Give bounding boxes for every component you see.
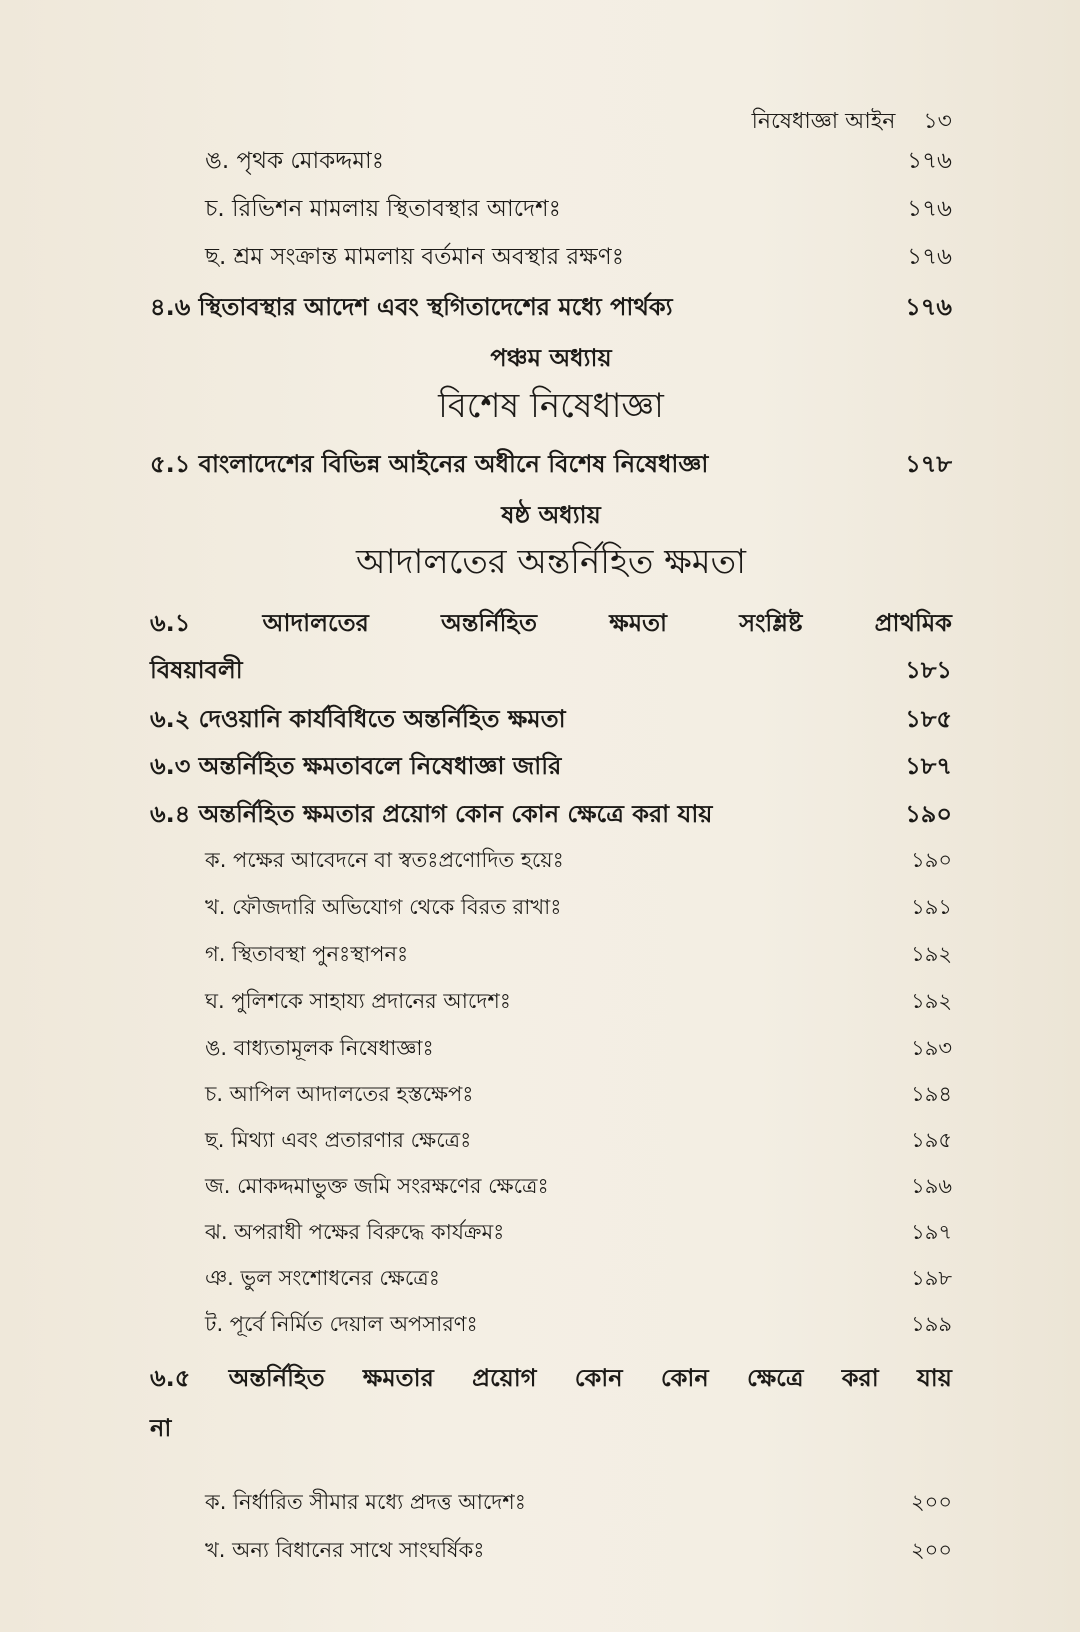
toc-entry-continuation <box>150 656 952 685</box>
entry-text: ঙ. পৃথক মোকদ্দমাঃ <box>205 148 384 174</box>
entry-page: ১৯২ <box>911 989 952 1013</box>
toc-subentry <box>205 1082 952 1107</box>
entry-page: ২০০ <box>911 1490 952 1514</box>
toc-entry <box>150 293 952 322</box>
entry-word: প্রয়োগ <box>472 1364 537 1392</box>
running-header <box>752 104 952 141</box>
entry-text: ছ. মিথ্যা এবং প্রতারণার ক্ষেত্রেঃ <box>205 1128 472 1152</box>
entry-word: ক্ষেত্রে <box>747 1364 804 1392</box>
toc-subentry <box>205 1220 952 1245</box>
entry-page: ১৭৬ <box>907 148 952 174</box>
entry-page: ১৯৬ <box>911 1174 952 1198</box>
entry-word: করা <box>841 1364 879 1392</box>
toc-entry <box>150 705 952 734</box>
entry-page: ১৭৬ <box>905 293 952 321</box>
toc-entry <box>150 196 952 224</box>
entry-page: ১৯৮ <box>911 1266 952 1290</box>
toc-subentry <box>205 1036 952 1061</box>
entry-page: ১৯২ <box>911 942 952 966</box>
entry-page: ১৯৪ <box>911 1082 952 1106</box>
entry-text: ৫.১ বাংলাদেশের বিভিন্ন আইনের অধীনে বিশেষ নিষেধাজ্ঞা <box>150 450 709 478</box>
toc-subentry <box>205 895 952 920</box>
entry-text: ছ. শ্রম সংক্রান্ত মামলায় বর্তমান অবস্থার রক্ষণঃ <box>205 244 624 270</box>
entry-page: ১৮৭ <box>905 752 952 780</box>
entry-text: জ. মোকদ্দমাভুক্ত জমি সংরক্ষণের ক্ষেত্রেঃ <box>205 1174 549 1198</box>
entry-text: গ. স্থিতাবস্থা পুনঃস্থাপনঃ <box>205 942 409 966</box>
entry-word: অন্তর্নিহিত <box>228 1364 325 1392</box>
entry-page: ১৯০ <box>911 848 952 872</box>
chapter-title: বিশেষ নিষেধাজ্ঞা <box>438 386 664 426</box>
entry-text: চ. রিভিশন মামলায় স্থিতাবস্থার আদেশঃ <box>205 196 561 222</box>
toc-subentry <box>205 1128 952 1153</box>
entry-word: সংশ্লিষ্ট <box>739 609 803 637</box>
entry-page: ১৯৭ <box>911 1220 952 1244</box>
toc-entry <box>150 450 952 479</box>
entry-text: ঘ. পুলিশকে সাহায্য প্রদানের আদেশঃ <box>205 989 511 1013</box>
entry-text: ৬.৩ অন্তর্নিহিত ক্ষমতাবলে নিষেধাজ্ঞা জারি <box>150 752 562 780</box>
entry-page: ১৯৩ <box>911 1036 952 1060</box>
entry-word: কোন <box>660 1364 709 1392</box>
header-title: নিষেধাজ্ঞা আইন <box>751 109 896 134</box>
entry-word: কোন <box>574 1364 623 1392</box>
toc-entry-justified <box>150 605 952 645</box>
entry-text: ৪.৬ স্থিতাবস্থার আদেশ এবং স্থগিতাদেশের মধ্যে পার্থক্য <box>150 293 673 321</box>
entry-text: খ. ফৌজদারি অভিযোগ থেকে বিরত রাখাঃ <box>205 895 562 919</box>
toc-entry <box>150 800 952 829</box>
entry-page: ১৯১ <box>911 895 952 919</box>
entry-text: ঙ. বাধ্যতামূলক নিষেধাজ্ঞাঃ <box>205 1036 434 1060</box>
entry-text: ক. পক্ষের আবেদনে বা স্বতঃপ্রণোদিত হয়েঃ <box>205 848 564 872</box>
entry-page: ১৭৬ <box>907 244 952 270</box>
entry-word: ৬.১ <box>150 609 191 637</box>
toc-entry <box>150 752 952 781</box>
toc-entry-continuation: না <box>150 1414 172 1442</box>
toc-subentry <box>205 1312 952 1337</box>
toc-subentry <box>205 989 952 1014</box>
chapter-label: ষষ্ঠ অধ্যায় <box>501 501 601 529</box>
entry-word: অন্তর্নিহিত <box>441 609 538 637</box>
toc-subentry <box>205 1174 952 1199</box>
entry-text: বিষয়াবলী <box>150 656 243 684</box>
entry-text: ৬.৪ অন্তর্নিহিত ক্ষমতার প্রয়োগ কোন কোন ক্ষেত্রে করা যায় <box>150 800 713 828</box>
toc-subentry <box>205 1490 952 1515</box>
toc-subentry <box>205 942 952 967</box>
entry-page: ১৮১ <box>905 656 952 684</box>
entry-text: ঝ. অপরাধী পক্ষের বিরুদ্ধে কার্যক্রমঃ <box>205 1220 505 1244</box>
entry-text: ৬.২ দেওয়ানি কার্যবিধিতে অন্তর্নিহিত ক্ষমতা <box>150 705 566 733</box>
chapter-title: আদালতের অন্তর্নিহিত ক্ষমতা <box>355 542 746 582</box>
chapter-label: পঞ্চম অধ্যায় <box>490 344 612 372</box>
toc-subentry <box>205 1538 952 1563</box>
toc-entry-justified <box>150 1360 952 1400</box>
toc-entry <box>150 244 952 272</box>
entry-text: চ. আপিল আদালতের হস্তক্ষেপঃ <box>205 1082 474 1106</box>
toc-subentry <box>205 1266 952 1291</box>
header-page-number: ১৩ <box>923 109 952 134</box>
entry-text: ঞ. ভুল সংশোধনের ক্ষেত্রেঃ <box>205 1266 440 1290</box>
entry-page: ১৯৫ <box>911 1128 952 1152</box>
entry-page: ১৭৬ <box>907 196 952 222</box>
entry-text: ট. পূর্বে নির্মিত দেয়াল অপসারণঃ <box>205 1312 478 1336</box>
entry-word: প্রাথমিক <box>874 609 952 637</box>
entry-word: ক্ষমতার <box>362 1364 434 1392</box>
entry-word: ক্ষমতা <box>609 609 668 637</box>
entry-text: ক. নির্ধারিত সীমার মধ্যে প্রদত্ত আদেশঃ <box>205 1490 526 1514</box>
entry-word: আদালতের <box>262 609 369 637</box>
entry-page: ১৯০ <box>905 800 952 828</box>
entry-page: ১৮৫ <box>905 705 952 733</box>
entry-word: ৬.৫ <box>150 1364 191 1392</box>
toc-subentry <box>205 848 952 873</box>
entry-text: খ. অন্য বিধানের সাথে সাংঘর্ষিকঃ <box>205 1538 485 1562</box>
entry-word: যায় <box>916 1364 952 1392</box>
entry-page: ১৭৮ <box>905 450 952 478</box>
entry-page: ১৯৯ <box>911 1312 952 1336</box>
entry-page: ২০০ <box>911 1538 952 1562</box>
toc-entry <box>150 148 952 176</box>
